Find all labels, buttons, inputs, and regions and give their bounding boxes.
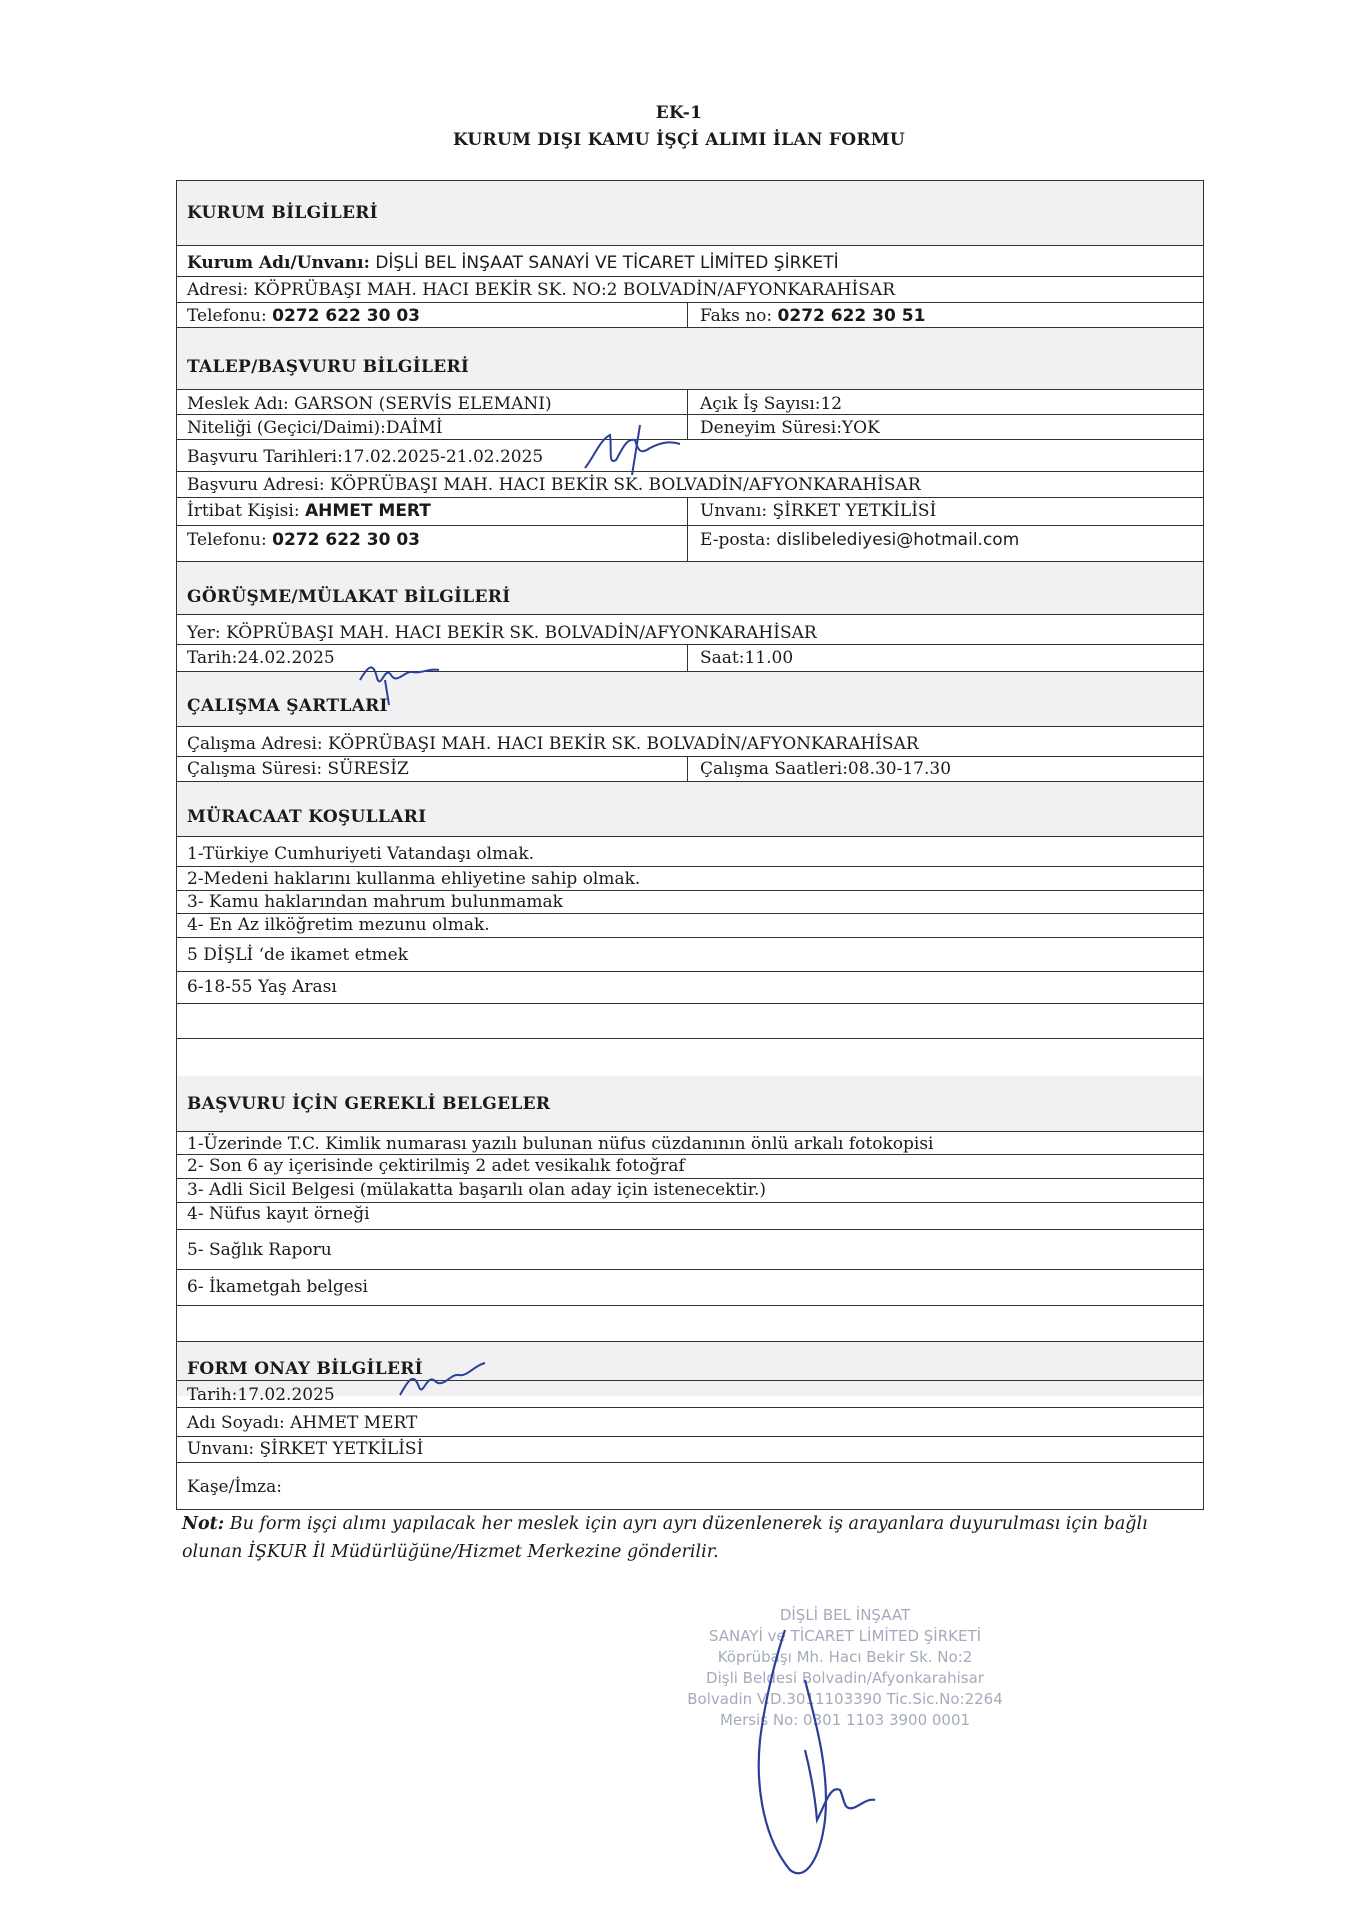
talep-phone-row: [187, 530, 420, 550]
talep-phone-value: 0272 622 30 03: [272, 530, 421, 550]
gorusme-time: Saat:11.00: [700, 648, 794, 668]
talep-phone-label: Telefonu:: [187, 530, 267, 550]
kurum-fax-label: Faks no:: [700, 306, 773, 326]
annex-label: EK-1: [655, 103, 703, 123]
belge-item: 1-Üzerinde T.C. Kimlik numarası yazılı bulunan nüfus cüzdanının önlü arkalı fotokopisi: [187, 1134, 934, 1154]
talep-nature: Niteliği (Geçici/Daimi):DAİMİ: [187, 418, 443, 438]
section-talep: TALEP/BAŞVURU BİLGİLERİ: [187, 357, 470, 377]
muracaat-item: 6-18-55 Yaş Arası: [187, 977, 337, 997]
kurum-phone-label: Telefonu:: [187, 306, 267, 326]
talep-open-jobs: Açık İş Sayısı:12: [700, 394, 843, 414]
onay-title: Unvanı: ŞİRKET YETKİLİSİ: [187, 1439, 424, 1459]
onay-stamp-label: Kaşe/İmza:: [187, 1477, 283, 1497]
muracaat-item: 1-Türkiye Cumhuriyeti Vatandaşı olmak.: [187, 844, 535, 864]
section-gorusme: GÖRÜŞME/MÜLAKAT BİLGİLERİ: [187, 587, 511, 607]
talep-contact-value: AHMET MERT: [304, 501, 431, 521]
form-title: KURUM DIŞI KAMU İŞÇİ ALIMI İLAN FORMU: [452, 130, 906, 150]
stamp-line: Bolvadin V.D.3011103390 Tic.Sic.No:2264: [687, 1690, 1003, 1708]
calisma-address: Çalışma Adresi: KÖPRÜBAŞI MAH. HACI BEKİR SK. BOLVADİN/AFYONKARAHİSAR: [187, 734, 919, 754]
muracaat-item: 5 DİŞLİ ‘de ikamet etmek: [187, 945, 409, 965]
kurum-address: Adresi: KÖPRÜBAŞI MAH. HACI BEKİR SK. NO:2 BOLVADİN/AFYONKARAHİSAR: [187, 280, 895, 300]
calisma-duration: Çalışma Süresi: SÜRESİZ: [187, 759, 409, 779]
signature-mark: [395, 1355, 490, 1405]
signature-mark: [355, 650, 445, 710]
section-calisma: ÇALIŞMA ŞARTLARI: [187, 696, 388, 716]
form-note: [182, 1510, 1212, 1566]
talep-dates: Başvuru Tarihleri:17.02.2025-21.02.2025: [187, 447, 544, 467]
kurum-fax-row: [700, 306, 925, 326]
kurum-name-label: Kurum Adı/Unvanı:: [187, 253, 370, 273]
onay-date: Tarih:17.02.2025: [187, 1385, 335, 1405]
section-muracaat: MÜRACAAT KOŞULLARI: [187, 807, 427, 827]
form-table: [176, 180, 1204, 1510]
onay-name: Adı Soyadı: AHMET MERT: [187, 1413, 418, 1433]
kurum-phone-value: 0272 622 30 03: [272, 306, 421, 326]
muracaat-item: 3- Kamu haklarından mahrum bulunmamak: [187, 892, 563, 912]
calisma-hours: Çalışma Saatleri:08.30-17.30: [700, 759, 952, 779]
talep-email-label: E-posta:: [700, 530, 772, 550]
kurum-name-value: DİŞLİ BEL İNŞAAT SANAYİ VE TİCARET LİMİTED ŞİRKETİ: [375, 253, 839, 273]
section-belgeler: BAŞVURU İÇİN GEREKLİ BELGELER: [187, 1094, 551, 1114]
section-kurum: KURUM BİLGİLERİ: [187, 203, 378, 223]
belge-item: 5- Sağlık Raporu: [187, 1240, 332, 1260]
talep-address: Başvuru Adresi: KÖPRÜBAŞI MAH. HACI BEKİR SK. BOLVADİN/AFYONKARAHİSAR: [187, 475, 921, 495]
stamp-line: Dişli Beldesi Bolvadin/Afyonkarahisar: [706, 1669, 984, 1687]
kurum-phone-row: [187, 306, 420, 326]
belge-item: 6- İkametgah belgesi: [187, 1277, 368, 1297]
muracaat-item: 2-Medeni haklarını kullanma ehliyetine sahip olmak.: [187, 869, 641, 889]
stamp-line: SANAYİ ve TİCARET LİMİTED ŞİRKETİ: [708, 1627, 982, 1645]
talep-email-value: dislibelediyesi@hotmail.com: [776, 530, 1020, 550]
stamp-signature: [745, 1620, 885, 1890]
belge-item: 3- Adli Sicil Belgesi (mülakatta başarılı olan aday için istenecektir.): [187, 1180, 766, 1200]
stamp-line: DİŞLİ BEL İNŞAAT: [779, 1606, 911, 1624]
stamp-line: Köprübaşı Mh. Hacı Bekir Sk. No:2: [717, 1648, 973, 1666]
talep-experience: Deneyim Süresi:YOK: [700, 418, 880, 438]
note-text: Bu form işçi alımı yapılacak her meslek için ayrı ayrı düzenlenerek iş arayanlara duyurulması için bağlı olunan İŞKUR İl Müdürlüğüne/Hizmet Merkezine gönderilir.: [182, 1514, 1148, 1562]
gorusme-place: Yer: KÖPRÜBAŞI MAH. HACI BEKİR SK. BOLVADİN/AFYONKARAHİSAR: [187, 623, 817, 643]
note-label: Not:: [182, 1514, 225, 1534]
stamp-line: Mersis No: 0301 1103 3900 0001: [719, 1711, 971, 1729]
gorusme-date: Tarih:24.02.2025: [187, 648, 335, 668]
belge-item: 4- Nüfus kayıt örneği: [187, 1204, 370, 1224]
talep-contact-row: [187, 501, 431, 521]
talep-contact-label: İrtibat Kişisi:: [187, 501, 300, 521]
talep-email-row: [700, 530, 1019, 550]
talep-occupation: Meslek Adı: GARSON (SERVİS ELEMANI): [187, 394, 552, 414]
belge-item: 2- Son 6 ay içerisinde çektirilmiş 2 adet vesikalık fotoğraf: [187, 1156, 685, 1176]
section-onay: FORM ONAY BİLGİLERİ: [187, 1359, 423, 1379]
talep-contact-title: Unvanı: ŞİRKET YETKİLİSİ: [700, 501, 937, 521]
kurum-name-row: [187, 253, 839, 273]
kurum-fax-value: 0272 622 30 51: [777, 306, 926, 326]
signature-mark: [580, 420, 690, 480]
muracaat-item: 4- En Az ilköğretim mezunu olmak.: [187, 915, 490, 935]
